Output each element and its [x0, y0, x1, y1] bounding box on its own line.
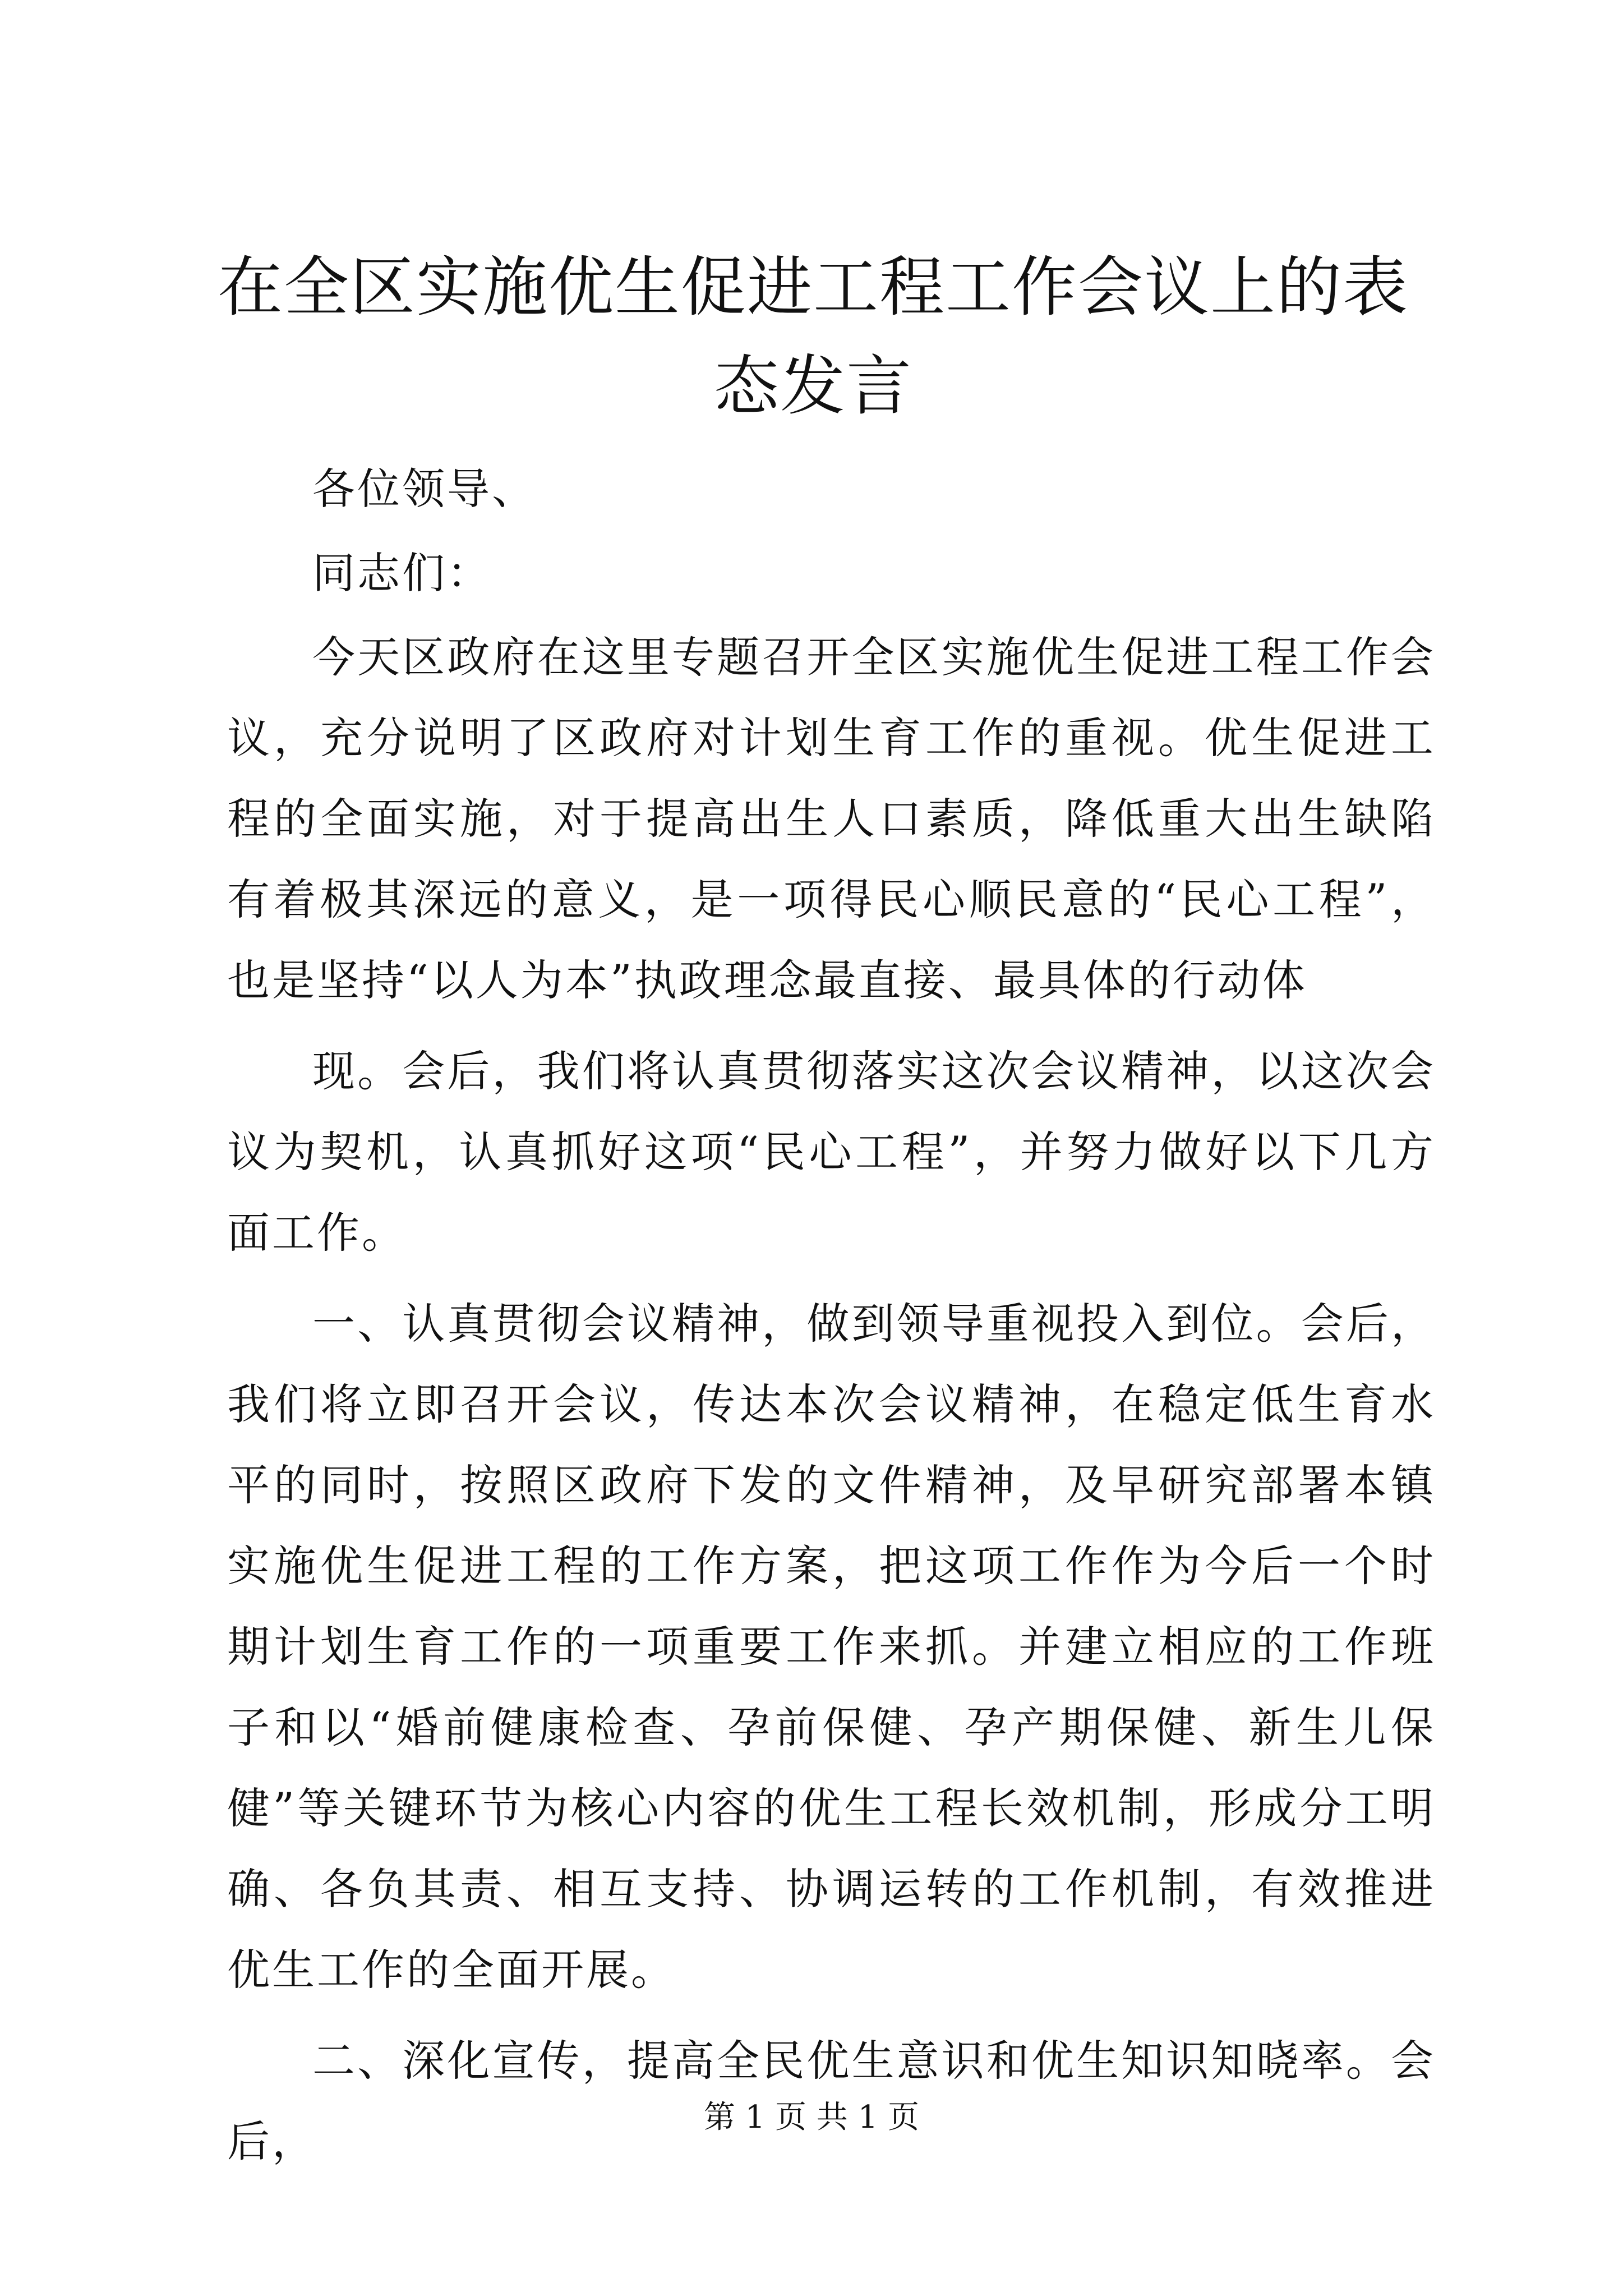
- page-number-footer: 第 1 页 共 1 页: [703, 2099, 920, 2136]
- salutation-comrades: 同志们：: [312, 548, 492, 598]
- paragraph-point-one: 一、认真贯彻会议精神，做到领导重视投入到位。会后，我们将立即召开会议，传达本次会议精神，在稳定低生育水平的同时，按照区政府下发的文件精神，及早研究部署本镇实施优生促进工程的工作方案，把这项工作作为今后一个时期计划生育工作的一项重要工作来抓。并建立相应的工作班子和以“婚前健康检查、孕前保健、孕产期保健、新生儿保健”等关键环节为核心内容的优生工程长效机制，形成分工明确、各负其责、相互支持、协调运转的工作机制，有效推进优生工作的全面开展。: [227, 1299, 1436, 1995]
- salutation-leaders: 各位领导、: [312, 464, 537, 514]
- paragraph-after-meeting: 现。会后，我们将认真贯彻落实这次会议精神，以这次会议为契机，认真抓好这项“民心工程”，并努力做好以下几方面工作。: [227, 1046, 1436, 1258]
- document-title: 在全区实施优生促进工程工作会议上的表态发言: [218, 250, 1409, 424]
- paragraph-point-two: 二、深化宣传，提高全民优生意识和优生知识知晓率。会后，: [227, 2036, 1436, 2166]
- paragraph-intro: 今天区政府在这里专题召开全区实施优生促进工程工作会议，充分说明了区政府对计划生育工作的重视。优生促进工程的全面实施，对于提高出生人口素质，降低重大出生缺陷有着极其深远的意义，是一项得民心顺民意的“民心工程”，也是坚持“以人为本”执政理念最直接、最具体的行动体: [227, 632, 1436, 1005]
- document-body: [227, 449, 1436, 2182]
